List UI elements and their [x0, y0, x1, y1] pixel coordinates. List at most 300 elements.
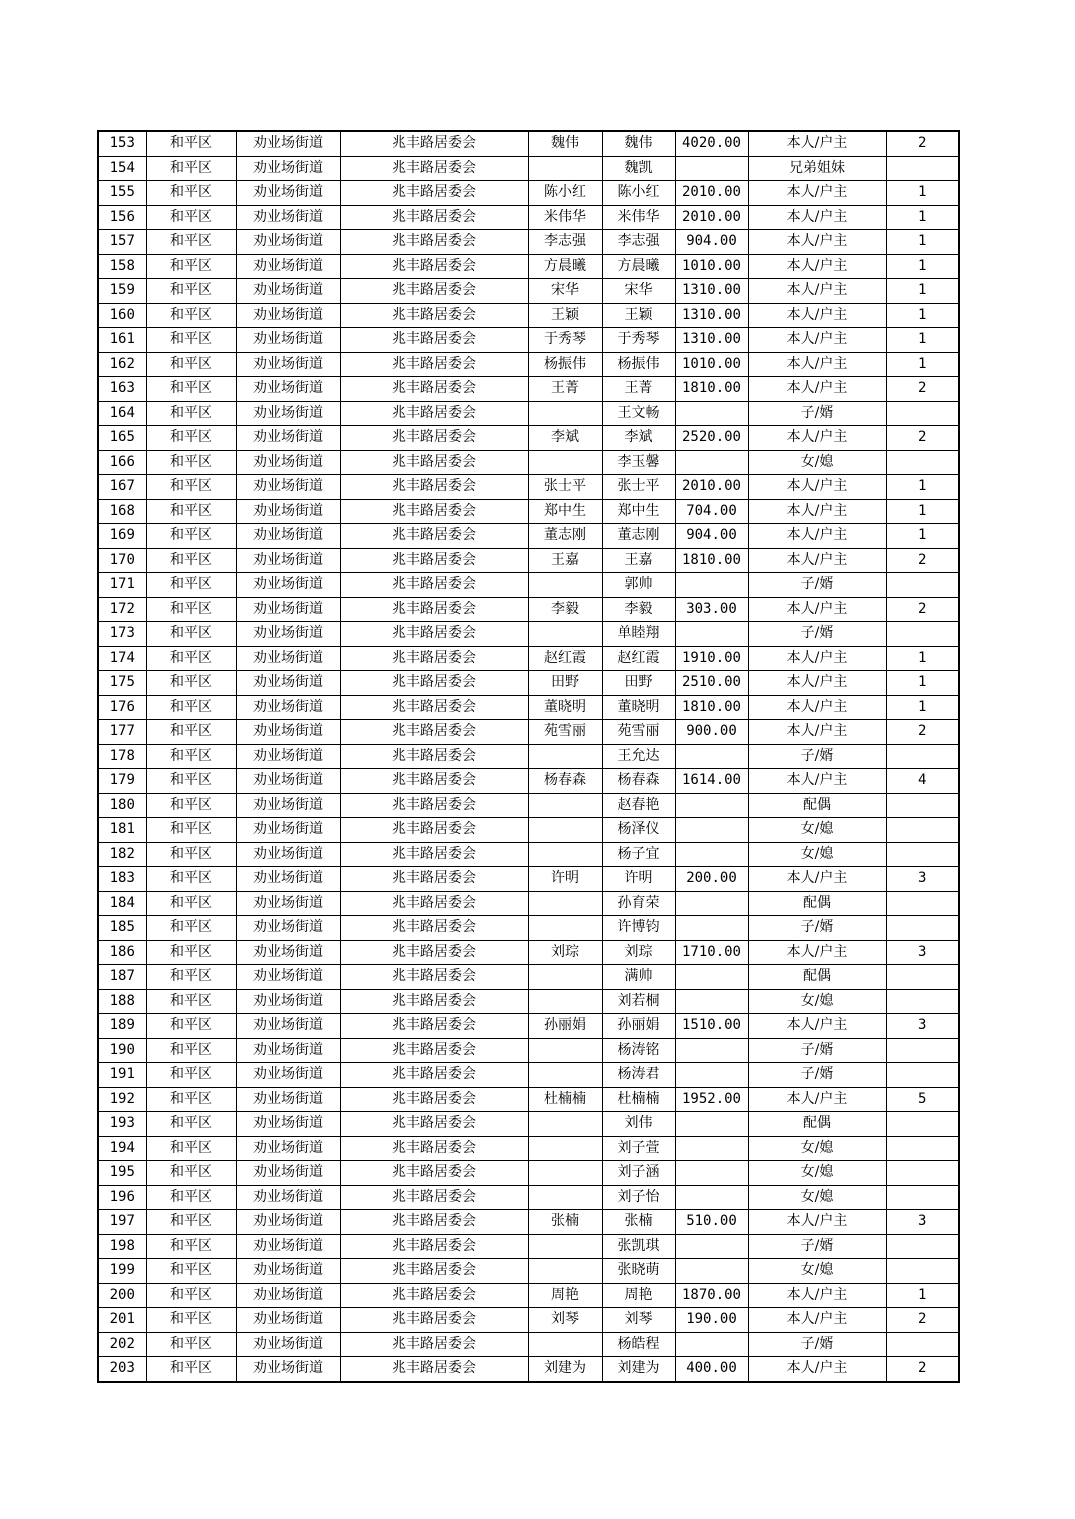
- member-name-cell: 杨子宜: [602, 842, 675, 867]
- relationship-cell: 本人/户主: [748, 181, 886, 206]
- community-cell: 兆丰路居委会: [340, 181, 528, 206]
- household-size-cell: 2: [886, 131, 959, 156]
- table-row: [98, 646, 959, 671]
- household-size-cell: 3: [886, 1014, 959, 1039]
- amount-cell: 1810.00: [675, 377, 748, 402]
- applicant-cell: [528, 622, 602, 647]
- table-row: [98, 597, 959, 622]
- amount-cell: 904.00: [675, 524, 748, 549]
- district-cell: 和平区: [146, 205, 236, 230]
- community-cell: 兆丰路居委会: [340, 1112, 528, 1137]
- district-cell: 和平区: [146, 1038, 236, 1063]
- district-cell: 和平区: [146, 1259, 236, 1284]
- table-row: [98, 720, 959, 745]
- subdistrict-cell: 劝业场街道: [236, 450, 340, 475]
- table-row: [98, 989, 959, 1014]
- amount-cell: 1810.00: [675, 548, 748, 573]
- table-row: [98, 1014, 959, 1039]
- applicant-cell: 杨振伟: [528, 352, 602, 377]
- applicant-cell: [528, 1161, 602, 1186]
- row-number-cell: 182: [98, 842, 146, 867]
- household-size-cell: 1: [886, 499, 959, 524]
- district-cell: 和平区: [146, 548, 236, 573]
- applicant-cell: 孙丽娟: [528, 1014, 602, 1039]
- row-number-cell: 196: [98, 1185, 146, 1210]
- subdistrict-cell: 劝业场街道: [236, 1259, 340, 1284]
- row-number-cell: 198: [98, 1234, 146, 1259]
- household-size-cell: [886, 965, 959, 990]
- household-size-cell: [886, 1234, 959, 1259]
- amount-cell: 510.00: [675, 1210, 748, 1235]
- relationship-cell: 子/婿: [748, 401, 886, 426]
- applicant-cell: 方晨曦: [528, 254, 602, 279]
- amount-cell: 904.00: [675, 230, 748, 255]
- household-size-cell: [886, 622, 959, 647]
- applicant-cell: [528, 1112, 602, 1137]
- table-row: [98, 524, 959, 549]
- applicant-cell: 魏伟: [528, 131, 602, 156]
- district-cell: 和平区: [146, 720, 236, 745]
- amount-cell: 4020.00: [675, 131, 748, 156]
- applicant-cell: 王菁: [528, 377, 602, 402]
- member-name-cell: 单睦翔: [602, 622, 675, 647]
- community-cell: 兆丰路居委会: [340, 671, 528, 696]
- subdistrict-cell: 劝业场街道: [236, 205, 340, 230]
- district-cell: 和平区: [146, 230, 236, 255]
- applicant-cell: 李斌: [528, 426, 602, 451]
- row-number-cell: 169: [98, 524, 146, 549]
- community-cell: 兆丰路居委会: [340, 475, 528, 500]
- household-size-cell: 3: [886, 940, 959, 965]
- row-number-cell: 184: [98, 891, 146, 916]
- household-size-cell: [886, 156, 959, 181]
- subdistrict-cell: 劝业场街道: [236, 303, 340, 328]
- member-name-cell: 刘子萱: [602, 1136, 675, 1161]
- community-cell: 兆丰路居委会: [340, 867, 528, 892]
- household-size-cell: 1: [886, 181, 959, 206]
- amount-cell: 1010.00: [675, 254, 748, 279]
- amount-cell: 2520.00: [675, 426, 748, 451]
- subdistrict-cell: 劝业场街道: [236, 1283, 340, 1308]
- community-cell: 兆丰路居委会: [340, 989, 528, 1014]
- amount-cell: [675, 401, 748, 426]
- subdistrict-cell: 劝业场街道: [236, 891, 340, 916]
- amount-cell: 1614.00: [675, 769, 748, 794]
- relationship-cell: 本人/户主: [748, 352, 886, 377]
- community-cell: 兆丰路居委会: [340, 695, 528, 720]
- row-number-cell: 161: [98, 328, 146, 353]
- subdistrict-cell: 劝业场街道: [236, 1038, 340, 1063]
- district-cell: 和平区: [146, 867, 236, 892]
- amount-cell: [675, 622, 748, 647]
- subdistrict-cell: 劝业场街道: [236, 401, 340, 426]
- relationship-cell: 本人/户主: [748, 940, 886, 965]
- household-size-cell: 1: [886, 352, 959, 377]
- community-cell: 兆丰路居委会: [340, 720, 528, 745]
- district-cell: 和平区: [146, 426, 236, 451]
- district-cell: 和平区: [146, 328, 236, 353]
- member-name-cell: 赵春艳: [602, 793, 675, 818]
- district-cell: 和平区: [146, 989, 236, 1014]
- table-row: [98, 303, 959, 328]
- relationship-cell: 本人/户主: [748, 1357, 886, 1382]
- amount-cell: [675, 156, 748, 181]
- amount-cell: 1870.00: [675, 1283, 748, 1308]
- row-number-cell: 200: [98, 1283, 146, 1308]
- member-name-cell: 杨振伟: [602, 352, 675, 377]
- member-name-cell: 李毅: [602, 597, 675, 622]
- amount-cell: 200.00: [675, 867, 748, 892]
- member-name-cell: 王嘉: [602, 548, 675, 573]
- subdistrict-cell: 劝业场街道: [236, 965, 340, 990]
- table-row: [98, 1357, 959, 1382]
- applicant-cell: [528, 573, 602, 598]
- subdistrict-cell: 劝业场街道: [236, 377, 340, 402]
- household-size-cell: [886, 1259, 959, 1284]
- subdistrict-cell: 劝业场街道: [236, 769, 340, 794]
- household-size-cell: 1: [886, 328, 959, 353]
- applicant-cell: [528, 842, 602, 867]
- amount-cell: [675, 916, 748, 941]
- household-size-cell: [886, 891, 959, 916]
- amount-cell: 2010.00: [675, 475, 748, 500]
- applicant-cell: 杨春森: [528, 769, 602, 794]
- member-name-cell: 刘伟: [602, 1112, 675, 1137]
- amount-cell: [675, 1063, 748, 1088]
- district-cell: 和平区: [146, 254, 236, 279]
- table-row: [98, 1332, 959, 1357]
- row-number-cell: 158: [98, 254, 146, 279]
- district-cell: 和平区: [146, 1014, 236, 1039]
- household-size-cell: 2: [886, 720, 959, 745]
- amount-cell: 1310.00: [675, 303, 748, 328]
- household-size-cell: 1: [886, 671, 959, 696]
- household-size-cell: 1: [886, 230, 959, 255]
- table-row: [98, 254, 959, 279]
- row-number-cell: 185: [98, 916, 146, 941]
- member-name-cell: 宋华: [602, 279, 675, 304]
- community-cell: 兆丰路居委会: [340, 818, 528, 843]
- member-name-cell: 孙丽娟: [602, 1014, 675, 1039]
- member-name-cell: 魏伟: [602, 131, 675, 156]
- relationship-cell: 本人/户主: [748, 695, 886, 720]
- household-size-cell: [886, 818, 959, 843]
- district-cell: 和平区: [146, 352, 236, 377]
- member-name-cell: 刘琮: [602, 940, 675, 965]
- district-cell: 和平区: [146, 1283, 236, 1308]
- relationship-cell: 本人/户主: [748, 1087, 886, 1112]
- member-name-cell: 杨春森: [602, 769, 675, 794]
- table-row: [98, 131, 959, 156]
- amount-cell: 1952.00: [675, 1087, 748, 1112]
- table-row: [98, 1283, 959, 1308]
- district-cell: 和平区: [146, 401, 236, 426]
- member-name-cell: 刘子怡: [602, 1185, 675, 1210]
- applicant-cell: [528, 1234, 602, 1259]
- community-cell: 兆丰路居委会: [340, 1161, 528, 1186]
- subdistrict-cell: 劝业场街道: [236, 793, 340, 818]
- row-number-cell: 190: [98, 1038, 146, 1063]
- community-cell: 兆丰路居委会: [340, 916, 528, 941]
- applicant-cell: 郑中生: [528, 499, 602, 524]
- district-cell: 和平区: [146, 131, 236, 156]
- applicant-cell: [528, 916, 602, 941]
- household-size-cell: [886, 793, 959, 818]
- household-size-cell: 5: [886, 1087, 959, 1112]
- subdistrict-cell: 劝业场街道: [236, 818, 340, 843]
- community-cell: 兆丰路居委会: [340, 230, 528, 255]
- table-row: [98, 352, 959, 377]
- row-number-cell: 168: [98, 499, 146, 524]
- applicant-cell: 苑雪丽: [528, 720, 602, 745]
- amount-cell: [675, 1259, 748, 1284]
- community-cell: 兆丰路居委会: [340, 548, 528, 573]
- relationship-cell: 女/媳: [748, 1136, 886, 1161]
- row-number-cell: 176: [98, 695, 146, 720]
- member-name-cell: 杨涛君: [602, 1063, 675, 1088]
- subdistrict-cell: 劝业场街道: [236, 646, 340, 671]
- relationship-cell: 本人/户主: [748, 205, 886, 230]
- relationship-cell: 子/婿: [748, 1332, 886, 1357]
- member-name-cell: 张士平: [602, 475, 675, 500]
- household-size-cell: [886, 744, 959, 769]
- household-size-cell: 1: [886, 303, 959, 328]
- subdistrict-cell: 劝业场街道: [236, 1234, 340, 1259]
- row-number-cell: 199: [98, 1259, 146, 1284]
- relationship-cell: 子/婿: [748, 622, 886, 647]
- row-number-cell: 160: [98, 303, 146, 328]
- subdistrict-cell: 劝业场街道: [236, 1332, 340, 1357]
- applicant-cell: 刘建为: [528, 1357, 602, 1382]
- row-number-cell: 202: [98, 1332, 146, 1357]
- district-cell: 和平区: [146, 475, 236, 500]
- community-cell: 兆丰路居委会: [340, 1259, 528, 1284]
- applicant-cell: [528, 793, 602, 818]
- row-number-cell: 171: [98, 573, 146, 598]
- subdistrict-cell: 劝业场街道: [236, 1210, 340, 1235]
- subdistrict-cell: 劝业场街道: [236, 1087, 340, 1112]
- table-row: [98, 1308, 959, 1333]
- member-name-cell: 方晨曦: [602, 254, 675, 279]
- district-cell: 和平区: [146, 450, 236, 475]
- relationship-cell: 兄弟姐妹: [748, 156, 886, 181]
- row-number-cell: 163: [98, 377, 146, 402]
- table-row: [98, 156, 959, 181]
- household-size-cell: 2: [886, 1308, 959, 1333]
- district-cell: 和平区: [146, 1063, 236, 1088]
- amount-cell: 190.00: [675, 1308, 748, 1333]
- table-row: [98, 867, 959, 892]
- row-number-cell: 172: [98, 597, 146, 622]
- subdistrict-cell: 劝业场街道: [236, 352, 340, 377]
- relationship-cell: 本人/户主: [748, 426, 886, 451]
- applicant-cell: [528, 1136, 602, 1161]
- community-cell: 兆丰路居委会: [340, 303, 528, 328]
- relationship-cell: 女/媳: [748, 989, 886, 1014]
- relationship-cell: 本人/户主: [748, 646, 886, 671]
- district-cell: 和平区: [146, 181, 236, 206]
- row-number-cell: 188: [98, 989, 146, 1014]
- amount-cell: [675, 989, 748, 1014]
- member-name-cell: 魏凯: [602, 156, 675, 181]
- amount-cell: [675, 842, 748, 867]
- relationship-cell: 本人/户主: [748, 303, 886, 328]
- subdistrict-cell: 劝业场街道: [236, 622, 340, 647]
- community-cell: 兆丰路居委会: [340, 622, 528, 647]
- row-number-cell: 157: [98, 230, 146, 255]
- subdistrict-cell: 劝业场街道: [236, 548, 340, 573]
- table-row: [98, 475, 959, 500]
- district-cell: 和平区: [146, 842, 236, 867]
- amount-cell: [675, 891, 748, 916]
- relationship-cell: 配偶: [748, 1112, 886, 1137]
- amount-cell: 303.00: [675, 597, 748, 622]
- applicant-cell: 李毅: [528, 597, 602, 622]
- district-cell: 和平区: [146, 1112, 236, 1137]
- amount-cell: 2010.00: [675, 205, 748, 230]
- table-row: [98, 744, 959, 769]
- applicant-cell: 王颖: [528, 303, 602, 328]
- member-name-cell: 杨皓程: [602, 1332, 675, 1357]
- table-body: [98, 131, 959, 1382]
- community-cell: 兆丰路居委会: [340, 450, 528, 475]
- amount-cell: [675, 573, 748, 598]
- row-number-cell: 181: [98, 818, 146, 843]
- member-name-cell: 苑雪丽: [602, 720, 675, 745]
- amount-cell: 2010.00: [675, 181, 748, 206]
- row-number-cell: 186: [98, 940, 146, 965]
- applicant-cell: [528, 1063, 602, 1088]
- table-row: [98, 793, 959, 818]
- relationship-cell: 本人/户主: [748, 769, 886, 794]
- community-cell: 兆丰路居委会: [340, 254, 528, 279]
- table-row: [98, 1136, 959, 1161]
- district-cell: 和平区: [146, 1087, 236, 1112]
- row-number-cell: 170: [98, 548, 146, 573]
- amount-cell: 400.00: [675, 1357, 748, 1382]
- applicant-cell: [528, 401, 602, 426]
- relationship-cell: 子/婿: [748, 1234, 886, 1259]
- table-row: [98, 328, 959, 353]
- applicant-cell: 董志刚: [528, 524, 602, 549]
- relationship-cell: 女/媳: [748, 1161, 886, 1186]
- table-row: [98, 1259, 959, 1284]
- relationship-cell: 本人/户主: [748, 524, 886, 549]
- member-name-cell: 李志强: [602, 230, 675, 255]
- member-name-cell: 张晓萌: [602, 1259, 675, 1284]
- district-cell: 和平区: [146, 671, 236, 696]
- community-cell: 兆丰路居委会: [340, 426, 528, 451]
- row-number-cell: 174: [98, 646, 146, 671]
- amount-cell: [675, 1038, 748, 1063]
- household-size-cell: 1: [886, 1283, 959, 1308]
- applicant-cell: [528, 156, 602, 181]
- community-cell: 兆丰路居委会: [340, 205, 528, 230]
- row-number-cell: 197: [98, 1210, 146, 1235]
- household-size-cell: [886, 989, 959, 1014]
- subdistrict-cell: 劝业场街道: [236, 1357, 340, 1382]
- table-row: [98, 940, 959, 965]
- member-name-cell: 张楠: [602, 1210, 675, 1235]
- household-table: [97, 130, 960, 1383]
- relationship-cell: 本人/户主: [748, 279, 886, 304]
- applicant-cell: [528, 450, 602, 475]
- amount-cell: [675, 1161, 748, 1186]
- row-number-cell: 156: [98, 205, 146, 230]
- member-name-cell: 刘琴: [602, 1308, 675, 1333]
- community-cell: 兆丰路居委会: [340, 1283, 528, 1308]
- row-number-cell: 187: [98, 965, 146, 990]
- member-name-cell: 董志刚: [602, 524, 675, 549]
- amount-cell: 1810.00: [675, 695, 748, 720]
- member-name-cell: 王颖: [602, 303, 675, 328]
- amount-cell: [675, 1136, 748, 1161]
- applicant-cell: 周艳: [528, 1283, 602, 1308]
- community-cell: 兆丰路居委会: [340, 131, 528, 156]
- community-cell: 兆丰路居委会: [340, 156, 528, 181]
- row-number-cell: 162: [98, 352, 146, 377]
- table-row: [98, 769, 959, 794]
- subdistrict-cell: 劝业场街道: [236, 426, 340, 451]
- relationship-cell: 配偶: [748, 891, 886, 916]
- table-row: [98, 573, 959, 598]
- applicant-cell: 杜楠楠: [528, 1087, 602, 1112]
- community-cell: 兆丰路居委会: [340, 769, 528, 794]
- community-cell: 兆丰路居委会: [340, 524, 528, 549]
- table-row: [98, 548, 959, 573]
- district-cell: 和平区: [146, 818, 236, 843]
- subdistrict-cell: 劝业场街道: [236, 1063, 340, 1088]
- table-row: [98, 401, 959, 426]
- table-row: [98, 230, 959, 255]
- member-name-cell: 刘若桐: [602, 989, 675, 1014]
- row-number-cell: 177: [98, 720, 146, 745]
- applicant-cell: 许明: [528, 867, 602, 892]
- district-cell: 和平区: [146, 965, 236, 990]
- member-name-cell: 米伟华: [602, 205, 675, 230]
- relationship-cell: 本人/户主: [748, 720, 886, 745]
- household-size-cell: [886, 916, 959, 941]
- relationship-cell: 女/媳: [748, 842, 886, 867]
- community-cell: 兆丰路居委会: [340, 965, 528, 990]
- district-cell: 和平区: [146, 695, 236, 720]
- district-cell: 和平区: [146, 597, 236, 622]
- community-cell: 兆丰路居委会: [340, 1038, 528, 1063]
- relationship-cell: 本人/户主: [748, 597, 886, 622]
- table-row: [98, 279, 959, 304]
- member-name-cell: 李斌: [602, 426, 675, 451]
- relationship-cell: 本人/户主: [748, 867, 886, 892]
- household-size-cell: [886, 401, 959, 426]
- row-number-cell: 178: [98, 744, 146, 769]
- household-size-cell: 1: [886, 524, 959, 549]
- table-row: [98, 1161, 959, 1186]
- amount-cell: 1010.00: [675, 352, 748, 377]
- subdistrict-cell: 劝业场街道: [236, 156, 340, 181]
- amount-cell: [675, 1185, 748, 1210]
- relationship-cell: 本人/户主: [748, 1308, 886, 1333]
- household-size-cell: [886, 1112, 959, 1137]
- community-cell: 兆丰路居委会: [340, 328, 528, 353]
- amount-cell: [675, 1332, 748, 1357]
- amount-cell: 900.00: [675, 720, 748, 745]
- row-number-cell: 192: [98, 1087, 146, 1112]
- subdistrict-cell: 劝业场街道: [236, 867, 340, 892]
- row-number-cell: 183: [98, 867, 146, 892]
- row-number-cell: 175: [98, 671, 146, 696]
- district-cell: 和平区: [146, 1308, 236, 1333]
- district-cell: 和平区: [146, 1234, 236, 1259]
